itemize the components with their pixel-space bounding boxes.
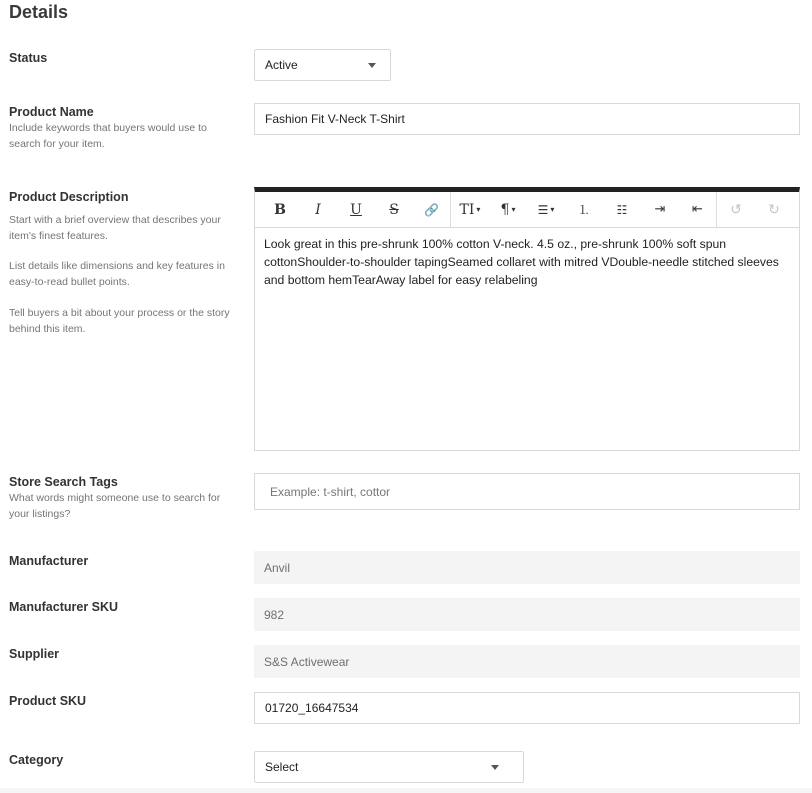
align-left-icon: ☰ bbox=[537, 202, 549, 217]
bold-button[interactable]: B bbox=[274, 201, 286, 218]
dropdown-caret-icon: ▾ bbox=[511, 205, 516, 214]
manufacturer-sku-field: 982 bbox=[254, 598, 800, 631]
product-name-help: Include keywords that buyers would use to search for your item. bbox=[9, 122, 207, 150]
description-text-area[interactable]: Look great in this pre-shrunk 100% cotton V-neck. 4.5 oz., pre-shrunk 100% soft spun cottonShoulder-to-shoulder tapingSeamed collaret with mitred VDouble-needle stitched sleeves and bottom hemTearAway label for easy relabeling bbox=[264, 237, 779, 287]
align-button[interactable] bbox=[527, 192, 565, 228]
supplier-field: S&S Activewear bbox=[254, 645, 800, 678]
description-help-details: List details like dimensions and key features in easy-to-read bullet points. bbox=[9, 260, 225, 288]
section-title: Details bbox=[9, 2, 69, 22]
product-sku-input[interactable]: 01720_16647534 bbox=[254, 692, 800, 724]
paragraph-button[interactable] bbox=[489, 192, 527, 228]
category-label: Category bbox=[9, 753, 64, 767]
product-name-input[interactable]: Fashion Fit V-Neck T-Shirt bbox=[254, 103, 800, 135]
dropdown-caret-icon: ▾ bbox=[476, 205, 481, 214]
undo-icon[interactable]: ↺ bbox=[730, 201, 742, 218]
unordered-list-icon[interactable]: ☷ bbox=[616, 202, 628, 217]
text-size-icon: TI bbox=[459, 201, 475, 218]
link-icon[interactable]: 🔗 bbox=[413, 192, 451, 228]
redo-icon[interactable]: ↻ bbox=[768, 201, 780, 218]
paragraph-icon: ¶ bbox=[500, 201, 510, 218]
manufacturer-label: Manufacturer bbox=[9, 554, 89, 568]
description-help-overview: Start with a brief overview that describes your item's finest features. bbox=[9, 214, 221, 242]
status-select[interactable] bbox=[254, 49, 391, 81]
product-name-label: Product Name bbox=[9, 105, 94, 119]
store-search-tags-label: Store Search Tags bbox=[9, 475, 118, 489]
description-editor bbox=[254, 187, 800, 451]
store-search-tags-help: What words might someone use to search for your listings? bbox=[9, 492, 221, 520]
editor-toolbar bbox=[255, 192, 799, 228]
indent-icon[interactable]: ⇥ bbox=[654, 202, 666, 217]
status-value: Active bbox=[265, 58, 298, 72]
product-sku-label: Product SKU bbox=[9, 694, 87, 708]
manufacturer-sku-label: Manufacturer SKU bbox=[9, 600, 119, 614]
chevron-down-icon bbox=[491, 765, 499, 770]
manufacturer-field: Anvil bbox=[254, 551, 800, 584]
underline-button[interactable]: U bbox=[350, 201, 362, 218]
strikethrough-button[interactable]: S bbox=[389, 201, 399, 218]
text-size-button[interactable] bbox=[451, 192, 489, 228]
category-select[interactable] bbox=[254, 751, 524, 783]
page-footer-shade bbox=[0, 788, 812, 793]
dropdown-caret-icon: ▾ bbox=[550, 205, 555, 214]
status-label: Status bbox=[9, 51, 48, 65]
chevron-down-icon bbox=[368, 63, 376, 68]
supplier-label: Supplier bbox=[9, 647, 60, 661]
ordered-list-icon[interactable]: ⒈ bbox=[577, 203, 590, 217]
store-search-tags-input[interactable]: Example: t-shirt, cottor bbox=[254, 473, 800, 510]
italic-button[interactable]: I bbox=[315, 201, 321, 218]
description-help-story: Tell buyers a bit about your process or the story behind this item. bbox=[9, 307, 230, 335]
outdent-icon[interactable]: ⇤ bbox=[679, 192, 717, 228]
category-value: Select bbox=[265, 760, 299, 774]
product-description-label: Product Description bbox=[9, 190, 129, 204]
